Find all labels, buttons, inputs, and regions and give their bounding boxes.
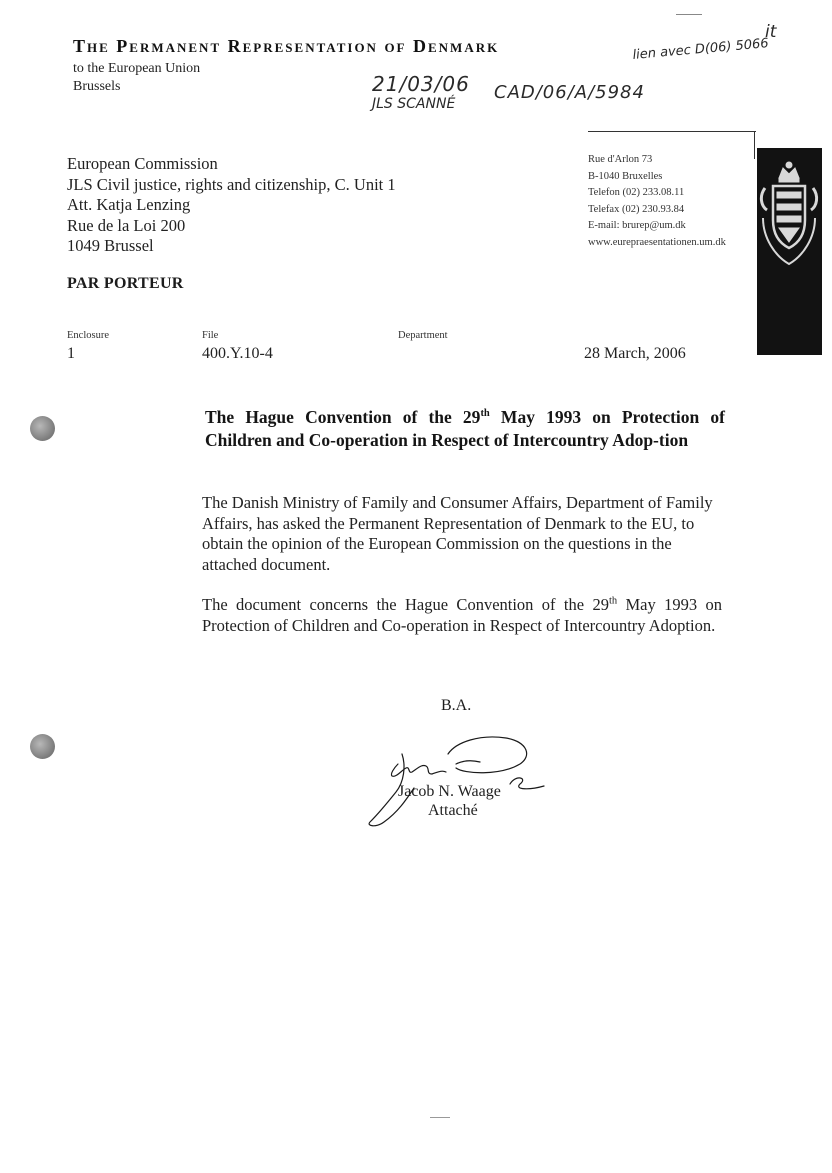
handwritten-scan-note: JLS SCANNÉ [372,96,456,112]
contact-phone: Telefon (02) 233.08.11 [588,187,685,198]
recipient-line: 1049 Brussel [67,236,154,255]
letterhead-subtitle: to the European Union [73,61,201,76]
punch-hole [30,416,55,441]
handwritten-reference: CAD/06/A/5984 [494,82,645,103]
delivery-method: PAR PORTEUR [67,275,184,292]
file-label: File [202,330,219,341]
signatory-name: Jacob N. Waage [398,783,501,800]
body-paragraph-1: The Danish Ministry of Family and Consumer Affairs, Department of Family Affairs, has asked the Permanent Representation of Denmark to the EU, to obtain the opinion of the European Commission on the questions in the attached document. [202,493,713,574]
department-label: Department [398,330,448,341]
contact-rule [588,131,756,132]
contact-city: B-1040 Bruxelles [588,170,663,182]
handwritten-link-note: lien avec D(06) 5066 [632,36,770,63]
punch-hole [30,734,55,759]
handwritten-date: 21/03/06 [372,72,470,96]
closing-initials: B.A. [441,697,472,714]
signatory-title: Attaché [428,802,478,819]
enclosure-value: 1 [67,345,75,362]
coat-of-arms-icon [757,148,822,278]
recipient-line: European Commission [67,154,218,173]
file-value: 400.Y.10-4 [202,345,273,362]
letterhead-city: Brussels [73,79,121,94]
letterhead-title: The Permanent Representation of Denmark [73,36,500,56]
scan-mark [676,14,702,15]
contact-fax: Telefax (02) 230.93.84 [588,203,685,215]
letter-subject: The Hague Convention of the 29th May 1993 on Protection of Children and Co-operation in Respect of Intercountry Adop-tion [205,407,725,450]
contact-email: E-mail: brurep@um.dk [588,220,686,231]
contact-web: www.eurepraesentationen.um.dk [588,236,726,248]
contact-street: Rue d'Arlon 73 [588,154,653,165]
recipient-line: JLS Civil justice, rights and citizenship, C. Unit 1 [67,174,396,194]
body-paragraph-2: The document concerns the Hague Convention of the 29th May 1993 on Protection of Children and Co-operation in Respect of Intercountry Adoption. [202,595,722,635]
recipient-line: Rue de la Loi 200 [67,215,186,235]
enclosure-label: Enclosure [67,330,109,341]
letter-date: 28 March, 2006 [584,345,686,362]
recipient-line: Att. Katja Lenzing [67,195,191,214]
scan-mark [430,1117,450,1118]
handwritten-corner-note: it [765,22,777,42]
contact-rule-vertical [754,131,755,159]
